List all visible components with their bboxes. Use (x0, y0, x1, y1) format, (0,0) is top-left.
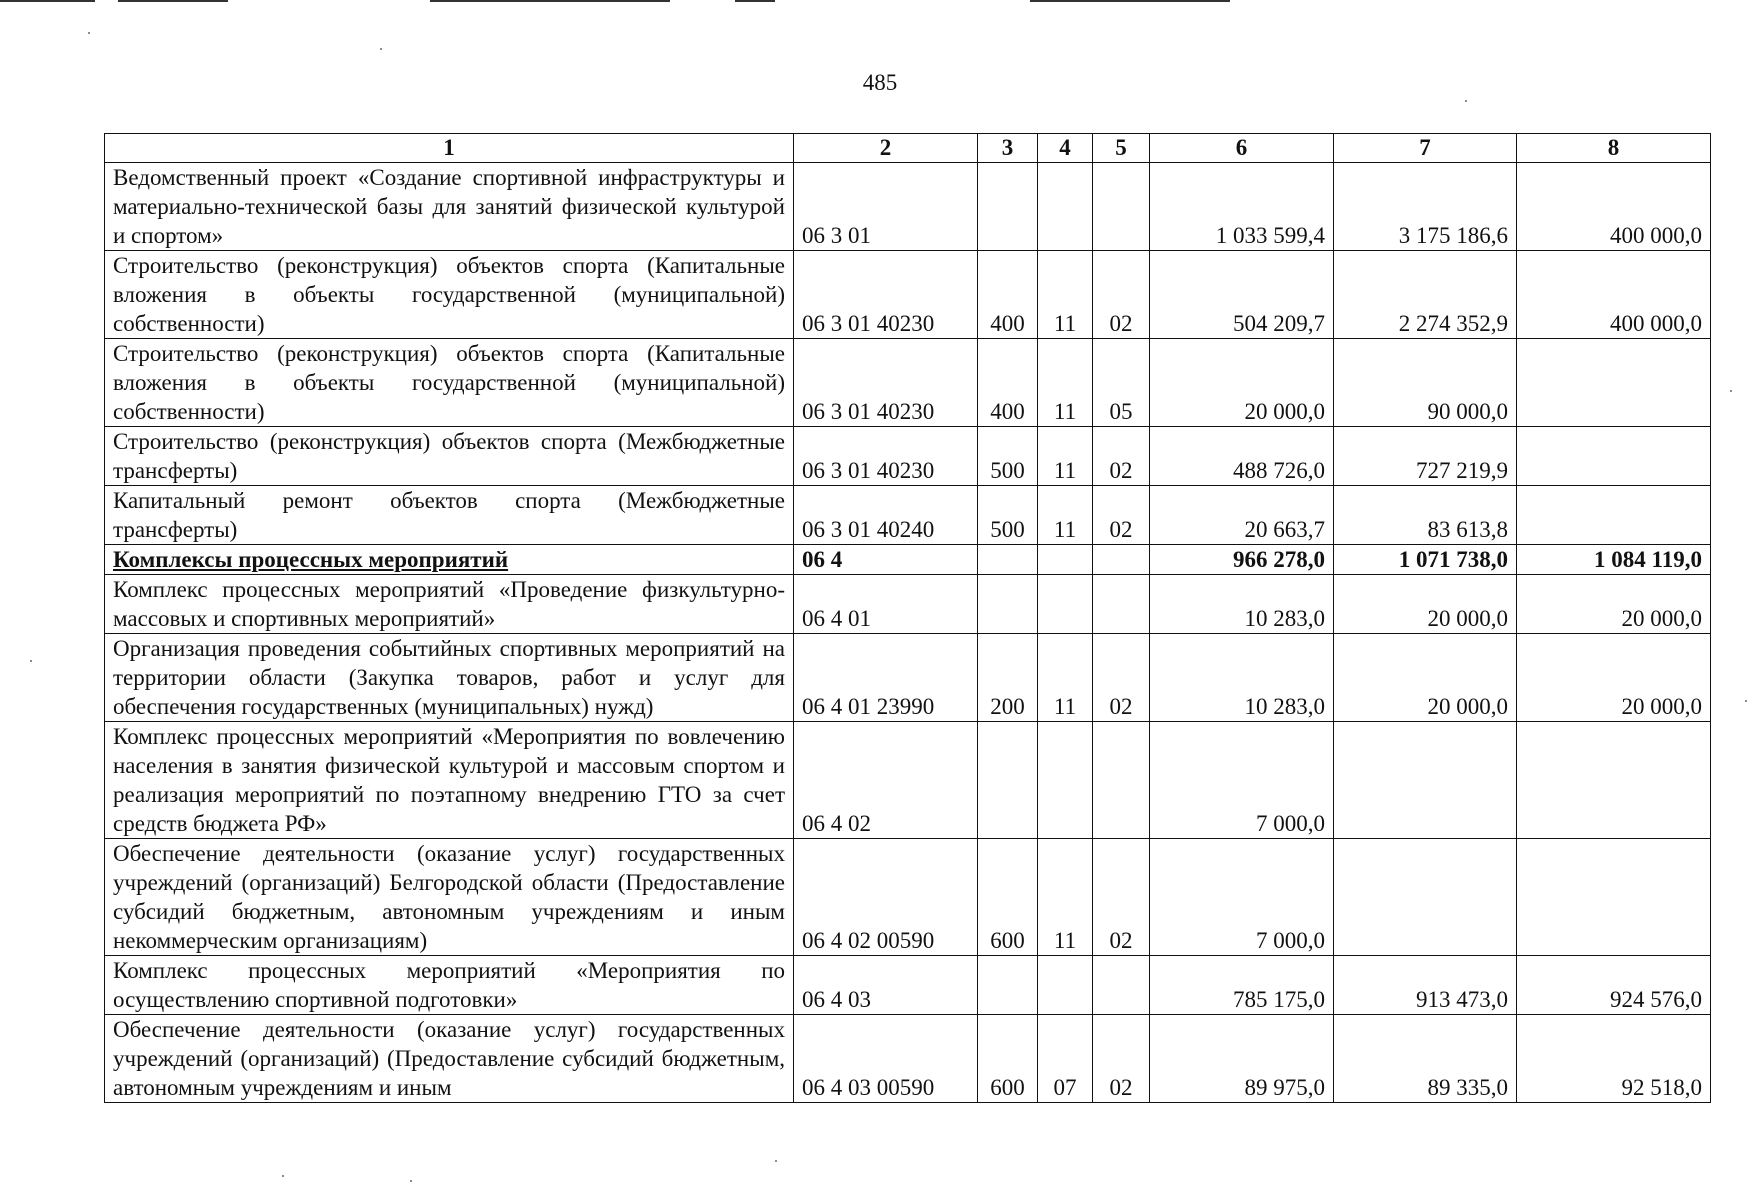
subsection-code: 02 (1093, 251, 1150, 339)
section-code (1038, 722, 1093, 839)
amount-col-8: 20 000,0 (1517, 634, 1711, 722)
section-code (1038, 545, 1093, 575)
expense-type: 200 (978, 634, 1038, 722)
section-code: 11 (1038, 486, 1093, 545)
amount-col-6: 966 278,0 (1150, 545, 1334, 575)
expense-type: 400 (978, 251, 1038, 339)
subsection-code (1093, 956, 1150, 1015)
target-code: 06 4 03 00590 (794, 1015, 978, 1103)
section-code (1038, 575, 1093, 634)
subsection-code: 02 (1093, 634, 1150, 722)
expense-type (978, 163, 1038, 251)
amount-col-8 (1517, 339, 1711, 427)
amount-col-7: 3 175 186,6 (1334, 163, 1517, 251)
column-header: 5 (1093, 134, 1150, 163)
section-code (1038, 956, 1093, 1015)
column-header: 6 (1150, 134, 1334, 163)
subsection-code: 02 (1093, 427, 1150, 486)
column-header: 3 (978, 134, 1038, 163)
row-description: Комплексы процессных мероприятий (105, 545, 794, 575)
amount-col-6: 785 175,0 (1150, 956, 1334, 1015)
table-row (105, 545, 1711, 575)
table-body (105, 163, 1711, 1103)
header-row (105, 134, 1711, 163)
amount-col-6: 20 000,0 (1150, 339, 1334, 427)
row-description: Обеспечение деятельности (оказание услуг) государственных учреждений (организаций) (Предоставление субсидий бюджетным, автономным учреждениям и иным (105, 1015, 794, 1103)
table-row (105, 427, 1711, 486)
expense-type: 500 (978, 427, 1038, 486)
amount-col-7: 727 219,9 (1334, 427, 1517, 486)
row-description: Капитальный ремонт объектов спорта (Межбюджетные трансферты) (105, 486, 794, 545)
column-header: 7 (1334, 134, 1517, 163)
amount-col-6: 7 000,0 (1150, 839, 1334, 956)
amount-col-8: 400 000,0 (1517, 251, 1711, 339)
subsection-code (1093, 163, 1150, 251)
table-row (105, 163, 1711, 251)
section-code: 11 (1038, 839, 1093, 956)
section-code: 11 (1038, 251, 1093, 339)
amount-col-8: 400 000,0 (1517, 163, 1711, 251)
table-row (105, 251, 1711, 339)
amount-col-6: 10 283,0 (1150, 634, 1334, 722)
expense-type (978, 575, 1038, 634)
amount-col-6: 488 726,0 (1150, 427, 1334, 486)
amount-col-8: 92 518,0 (1517, 1015, 1711, 1103)
subsection-code: 02 (1093, 1015, 1150, 1103)
row-description: Организация проведения событийных спортивных мероприятий на территории области (Закупка товаров, работ и услуг для обеспечения государственных (муниципальных) нужд) (105, 634, 794, 722)
expense-type: 600 (978, 839, 1038, 956)
subsection-code: 05 (1093, 339, 1150, 427)
subsection-code (1093, 575, 1150, 634)
amount-col-7: 20 000,0 (1334, 575, 1517, 634)
expense-type: 500 (978, 486, 1038, 545)
target-code: 06 3 01 (794, 163, 978, 251)
column-header: 4 (1038, 134, 1093, 163)
amount-col-8: 924 576,0 (1517, 956, 1711, 1015)
amount-col-6: 504 209,7 (1150, 251, 1334, 339)
amount-col-8 (1517, 839, 1711, 956)
column-header: 1 (105, 134, 794, 163)
section-code: 11 (1038, 427, 1093, 486)
row-description: Комплекс процессных мероприятий «Проведение физкультурно-массовых и спортивных мероприятий» (105, 575, 794, 634)
target-code: 06 4 (794, 545, 978, 575)
amount-col-7 (1334, 839, 1517, 956)
table-row (105, 839, 1711, 956)
table-row (105, 634, 1711, 722)
amount-col-8 (1517, 486, 1711, 545)
subsection-code (1093, 722, 1150, 839)
target-code: 06 4 01 (794, 575, 978, 634)
target-code: 06 3 01 40240 (794, 486, 978, 545)
table-row (105, 1015, 1711, 1103)
amount-col-7: 83 613,8 (1334, 486, 1517, 545)
subsection-code: 02 (1093, 486, 1150, 545)
column-header: 2 (794, 134, 978, 163)
amount-col-7: 1 071 738,0 (1334, 545, 1517, 575)
table-row (105, 486, 1711, 545)
table-row (105, 339, 1711, 427)
target-code: 06 3 01 40230 (794, 251, 978, 339)
target-code: 06 4 01 23990 (794, 634, 978, 722)
table-row (105, 956, 1711, 1015)
expense-type: 400 (978, 339, 1038, 427)
budget-table (104, 133, 1711, 1103)
amount-col-7: 89 335,0 (1334, 1015, 1517, 1103)
target-code: 06 3 01 40230 (794, 339, 978, 427)
target-code: 06 3 01 40230 (794, 427, 978, 486)
amount-col-6: 1 033 599,4 (1150, 163, 1334, 251)
table-row (105, 575, 1711, 634)
row-description: Обеспечение деятельности (оказание услуг) государственных учреждений (организаций) Белгородской области (Предоставление субсидий бюджетным, автономным учреждениям и иным некоммерческим организациям) (105, 839, 794, 956)
amount-col-6: 20 663,7 (1150, 486, 1334, 545)
amount-col-7: 2 274 352,9 (1334, 251, 1517, 339)
expense-type: 600 (978, 1015, 1038, 1103)
row-description: Строительство (реконструкция) объектов спорта (Капитальные вложения в объекты государственной (муниципальной) собственности) (105, 339, 794, 427)
target-code: 06 4 02 00590 (794, 839, 978, 956)
scan-edge-marks (0, 0, 1760, 4)
row-description: Комплекс процессных мероприятий «Мероприятия по осуществлению спортивной подготовки» (105, 956, 794, 1015)
section-code: 11 (1038, 634, 1093, 722)
amount-col-8: 1 084 119,0 (1517, 545, 1711, 575)
table-row (105, 722, 1711, 839)
amount-col-7: 20 000,0 (1334, 634, 1517, 722)
amount-col-7: 913 473,0 (1334, 956, 1517, 1015)
amount-col-6: 7 000,0 (1150, 722, 1334, 839)
row-description: Строительство (реконструкция) объектов спорта (Межбюджетные трансферты) (105, 427, 794, 486)
section-code: 11 (1038, 339, 1093, 427)
amount-col-8 (1517, 427, 1711, 486)
amount-col-7 (1334, 722, 1517, 839)
expense-type (978, 956, 1038, 1015)
subsection-code: 02 (1093, 839, 1150, 956)
section-code: 07 (1038, 1015, 1093, 1103)
row-description: Строительство (реконструкция) объектов спорта (Капитальные вложения в объекты государственной (муниципальной) собственности) (105, 251, 794, 339)
amount-col-6: 10 283,0 (1150, 575, 1334, 634)
target-code: 06 4 02 (794, 722, 978, 839)
expense-type (978, 545, 1038, 575)
section-code (1038, 163, 1093, 251)
amount-col-8: 20 000,0 (1517, 575, 1711, 634)
amount-col-7: 90 000,0 (1334, 339, 1517, 427)
row-description: Ведомственный проект «Создание спортивной инфраструктуры и материально-технической базы для занятий физической культурой и спортом» (105, 163, 794, 251)
amount-col-8 (1517, 722, 1711, 839)
page-number: 485 (862, 70, 898, 95)
row-description: Комплекс процессных мероприятий «Мероприятия по вовлечению населения в занятия физической культурой и массовым спортом и реализация мероприятий по поэтапному внедрению ГТО за счет средств бюджета РФ» (105, 722, 794, 839)
expense-type (978, 722, 1038, 839)
amount-col-6: 89 975,0 (1150, 1015, 1334, 1103)
column-header: 8 (1517, 134, 1711, 163)
subsection-code (1093, 545, 1150, 575)
target-code: 06 4 03 (794, 956, 978, 1015)
